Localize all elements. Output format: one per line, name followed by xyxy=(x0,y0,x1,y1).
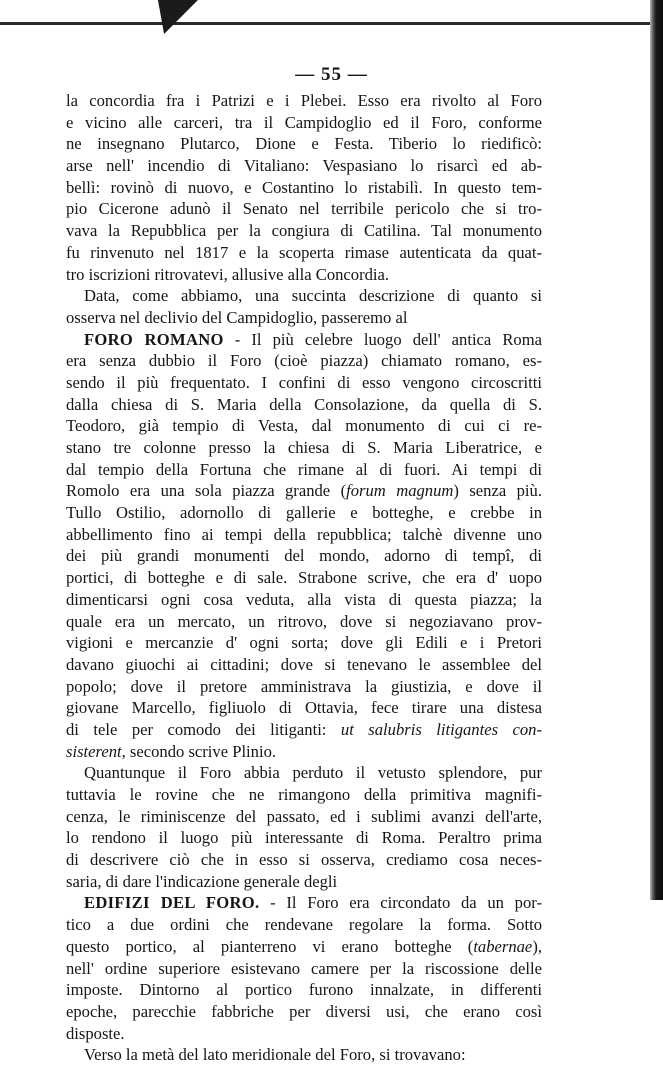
text-line xyxy=(66,654,542,676)
text-run: nell' ordine superiore esistevano camere per la riscossione delle xyxy=(66,958,542,978)
text-run: giovane Marcello, figliuolo di Ottavia, fece tirare una distesa xyxy=(66,698,542,718)
text-line xyxy=(66,480,542,502)
text-line xyxy=(66,220,542,242)
text-line xyxy=(66,1044,542,1066)
text-run: ) senza più. xyxy=(453,481,542,501)
scan-right-edge xyxy=(650,0,663,900)
page-number: — 55 — xyxy=(295,64,368,85)
text-run: - Il più celebre luogo dell' antica Roma xyxy=(223,329,542,349)
text-run: dei più grandi monumenti del mondo, adorno di tempî, di xyxy=(66,546,542,566)
text-run: dimenticarsi ogni cosa veduta, alla vista di questa piazza; la xyxy=(66,589,542,609)
text-line xyxy=(66,415,542,437)
text-line xyxy=(66,198,542,220)
text-run: e vicino alle carceri, tra il Campidoglio ed il Foro, conforme xyxy=(66,112,542,132)
text-line xyxy=(66,806,542,828)
text-run: dalla chiesa di S. Maria della Consolazione, da quella di S. xyxy=(66,394,542,414)
text-run: abbellimento fino ai tempi della repubblica; talchè divenne uno xyxy=(66,524,542,544)
text-run: saria, di dare l'indicazione generale degli xyxy=(66,871,338,891)
text-line xyxy=(66,892,542,914)
text-line xyxy=(66,350,542,372)
text-line xyxy=(66,459,542,481)
text-run: epoche, parecchie fabbriche per diversi usi, che erano così xyxy=(66,1001,542,1021)
text-line xyxy=(66,90,542,112)
italic-text: ut salubris litigantes con- xyxy=(340,719,542,739)
text-run: osserva nel declivio del Campidoglio, passeremo al xyxy=(66,307,408,327)
text-run: ne insegnano Plutarco, Dione e Festa. Tiberio lo riedificò: xyxy=(66,134,542,154)
text-run: tro iscrizioni ritrovatevi, allusive alla Concordia. xyxy=(66,264,390,284)
text-run: sendo il più frequentato. I confini di esso vengono circoscritti xyxy=(66,372,542,392)
text-run: era senza dubbio il Foro (cioè piazza) chiamato romano, es- xyxy=(66,351,542,371)
text-run: arse nell' incendio di Vitaliano: Vespasiano lo risarcì ed ab- xyxy=(66,156,542,176)
text-run: imposte. Dintorno al portico furono innalzate, in differenti xyxy=(66,980,542,1000)
scan-top-border xyxy=(0,22,650,25)
text-line xyxy=(66,849,542,871)
text-line xyxy=(66,112,542,134)
text-line xyxy=(66,133,542,155)
text-run: disposte. xyxy=(66,1023,125,1043)
text-line xyxy=(66,827,542,849)
text-run: fu rinvenuto nel 1817 e la scoperta rimase autenticata da quat- xyxy=(66,242,542,262)
italic-text: tabernae xyxy=(473,936,533,956)
body-text xyxy=(66,90,542,1066)
text-run: lo rendono il luogo più interessante di Roma. Peraltro prima xyxy=(66,828,542,848)
text-line xyxy=(66,567,542,589)
text-line xyxy=(66,285,542,307)
text-run: - Il Foro era circondato da un por- xyxy=(259,893,542,913)
text-line xyxy=(66,914,542,936)
text-line xyxy=(66,242,542,264)
text-line xyxy=(66,394,542,416)
text-line xyxy=(66,502,542,524)
text-run: Verso la metà del lato meridionale del Foro, si trovavano: xyxy=(84,1045,466,1065)
scan-corner-mark xyxy=(142,0,198,34)
text-run: Quantunque il Foro abbia perduto il vetusto splendore, pur xyxy=(84,763,542,783)
text-line xyxy=(66,979,542,1001)
text-run: popolo; dove il pretore amministrava la giustizia, e dove il xyxy=(66,676,542,696)
text-run: dal tempio della Fortuna che rimane al di fuori. Ai tempi di xyxy=(66,459,542,479)
text-run: portici, di botteghe e di sale. Strabone scrive, che era d' uopo xyxy=(66,568,542,588)
text-line xyxy=(66,611,542,633)
text-line xyxy=(66,1001,542,1023)
text-run: tico a due ordini che rendevane regolare la forma. Sotto xyxy=(66,915,542,935)
text-run: bellì: rovinò di nuovo, e Costantino lo ristabilì. In questo tem- xyxy=(66,177,542,197)
text-line xyxy=(66,762,542,784)
text-run: vigioni e mercanzie d' ogni sorta; dove gli Edili e i Pretori xyxy=(66,633,542,653)
italic-text: sisterent xyxy=(66,741,122,761)
text-line xyxy=(66,307,542,329)
text-line xyxy=(66,871,542,893)
text-run: questo portico, al pianterreno vi erano botteghe ( xyxy=(66,936,474,956)
text-run: la concordia fra i Patrizi e i Plebei. Esso era rivolto al Foro xyxy=(66,91,542,110)
text-line xyxy=(66,697,542,719)
section-heading: EDIFIZI DEL FORO. xyxy=(84,893,260,913)
text-run: , secondo scrive Plinio. xyxy=(121,741,277,761)
text-line xyxy=(66,372,542,394)
text-line xyxy=(66,958,542,980)
text-line xyxy=(66,784,542,806)
text-line xyxy=(66,676,542,698)
text-run: stano tre colonne presso la chiesa di S. Maria Liberatrice, e xyxy=(66,438,542,457)
text-run: di tele per comodo dei litiganti: xyxy=(66,719,341,739)
text-line xyxy=(66,632,542,654)
text-run: davano giuochi ai cittadini; dove si tenevano le assemblee del xyxy=(66,654,542,674)
text-run: Data, come abbiamo, una succinta descrizione di quanto si xyxy=(84,286,542,306)
text-run: ), xyxy=(532,936,542,956)
text-line xyxy=(66,719,542,741)
text-line xyxy=(66,1023,542,1045)
text-line xyxy=(66,155,542,177)
text-line xyxy=(66,524,542,546)
text-run: Tullo Ostilio, adornollo di gallerie e botteghe, e crebbe in xyxy=(66,503,542,523)
text-line xyxy=(66,437,542,459)
text-run: tuttavia le rovine che ne rimangono della primitiva magnifi- xyxy=(66,785,542,804)
text-run: Romolo era una sola piazza grande ( xyxy=(66,481,347,501)
text-line xyxy=(66,741,542,763)
text-run: quale era un mercato, un ritrovo, dove si negoziavano prov- xyxy=(66,611,542,631)
text-run: cenza, le riminiscenze del passato, ed i sublimi avanzi dell'arte, xyxy=(66,806,542,826)
text-line xyxy=(66,264,542,286)
text-run: vava la Repubblica per la congiura di Catilina. Tal monumento xyxy=(66,221,542,241)
text-run: pio Cicerone adunò il Senato nel terribile pericolo che si tro- xyxy=(66,199,542,219)
text-line xyxy=(66,589,542,611)
italic-text: forum magnum xyxy=(346,481,454,501)
section-heading: FORO ROMANO xyxy=(84,329,224,349)
text-line xyxy=(66,329,542,351)
text-run: Teodoro, già tempio di Vesta, dal monumento di cui ci re- xyxy=(66,416,542,436)
text-line xyxy=(66,177,542,199)
text-line xyxy=(66,936,542,958)
text-run: di descrivere ciò che in esso si osserva, crediamo cosa neces- xyxy=(66,850,542,870)
text-line xyxy=(66,545,542,567)
